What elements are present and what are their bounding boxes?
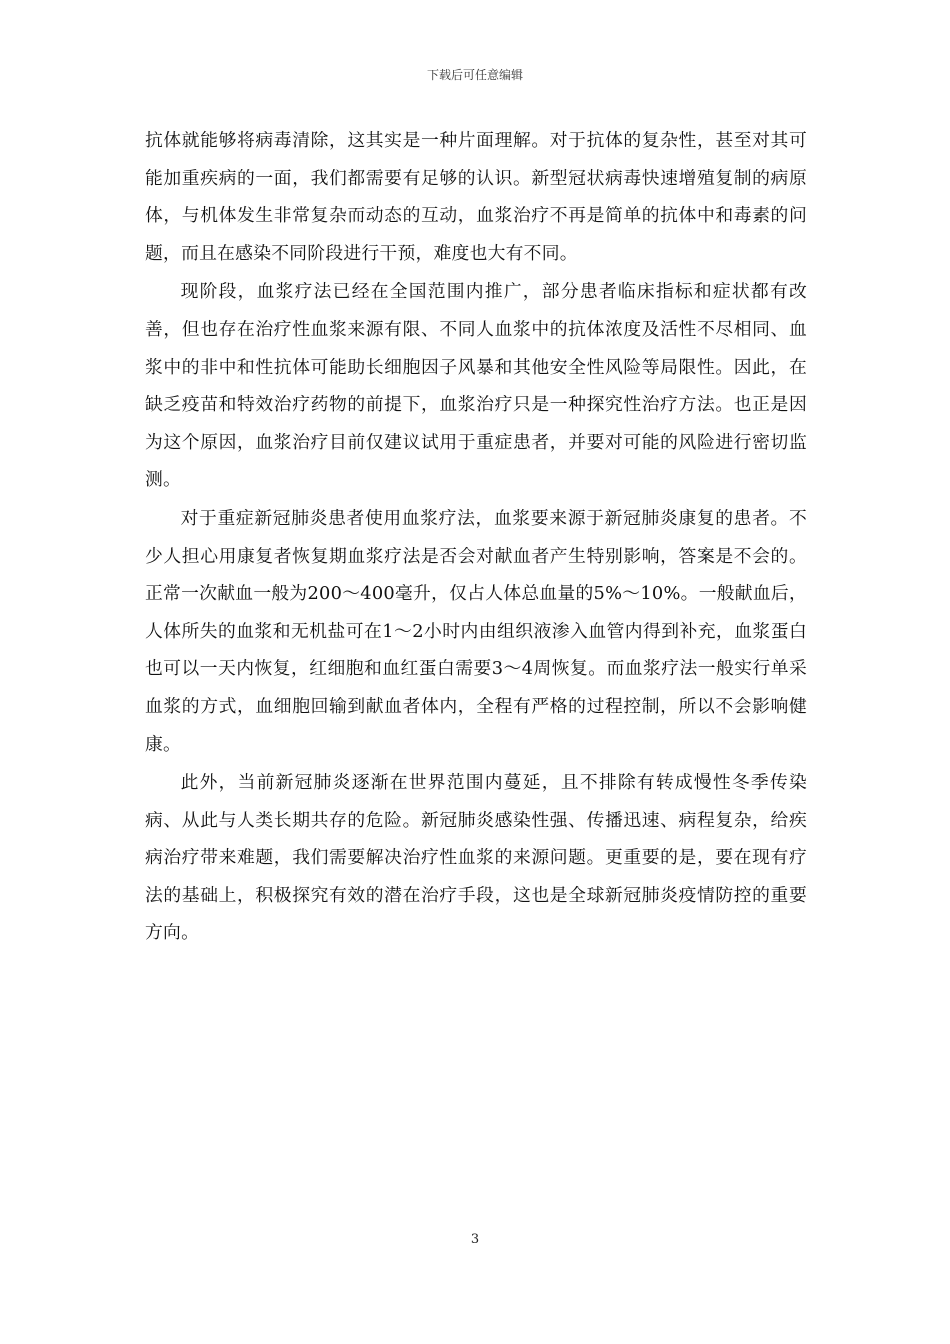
document-body bbox=[145, 122, 807, 953]
paragraph-continuation: 抗体就能够将病毒清除，这其实是一种片面理解。对于抗体的复杂性，甚至对其可能加重疾病的一面，我们都需要有足够的认识。新型冠状病毒快速增殖复制的病原体，与机体发生非常复杂而动态的互动，血浆治疗不再是简单的抗体中和毒素的问题，而且在感染不同阶段进行干预，难度也大有不同。 bbox=[145, 130, 807, 264]
page-number: 3 bbox=[470, 1232, 480, 1247]
page-header: 下载后可任意编辑 bbox=[426, 68, 523, 82]
paragraph-global-outlook: 此外，当前新冠肺炎逐渐在世界范围内蔓延，且不排除有转成慢性冬季传染病、从此与人类长期共存的危险。新冠肺炎感染性强、传播迅速、病程复杂，给疾病治疗带来难题，我们需要解决治疗性血浆的来源问题。更重要的是，要在现有疗法的基础上，积极探究有效的潜在治疗手段，这也是全球新冠肺炎疫情防控的重要方向。 bbox=[145, 772, 807, 944]
paragraph-current-stage: 现阶段，血浆疗法已经在全国范围内推广，部分患者临床指标和症状都有改善，但也存在治疗性血浆来源有限、不同人血浆中的抗体浓度及活性不尽相同、血浆中的非中和性抗体可能助长细胞因子风暴和其他安全性风险等局限性。因此，在缺乏疫苗和特效治疗药物的前提下，血浆治疗只是一种探究性治疗方法。也正是因为这个原因，血浆治疗目前仅建议试用于重症患者，并要对可能的风险进行密切监测。 bbox=[145, 281, 807, 491]
paragraph-plasma-donation: 对于重症新冠肺炎患者使用血浆疗法，血浆要来源于新冠肺炎康复的患者。不少人担心用康复者恢复期血浆疗法是否会对献血者产生特别影响，答案是不会的。正常一次献血一般为200～400毫升，仅占人体总血量的5%～10%。一般献血后，人体所失的血浆和无机盐可在1～2小时内由组织液渗入血管内得到补充，血浆蛋白也可以一天内恢复，红细胞和血红蛋白需要3～4周恢复。而血浆疗法一般实行单采血浆的方式，血细胞回输到献血者体内，全程有严格的过程控制，所以不会影响健康。 bbox=[145, 507, 807, 755]
